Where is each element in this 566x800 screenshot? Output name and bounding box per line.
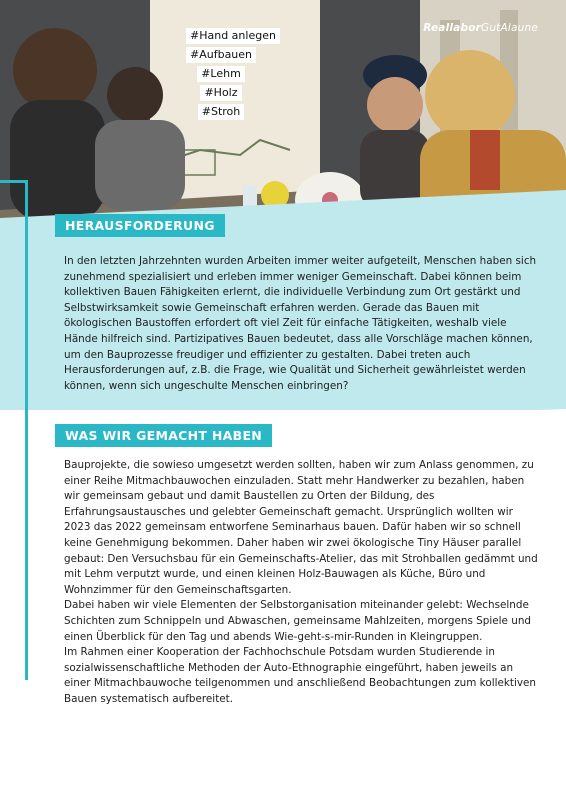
paragraph: Dabei haben wir viele Elementen der Selbstorganisation miteinander gelebt: Wechselnde Schichten zum Schnippeln und Abwaschen, gemeinsame Mahlzeiten, morgens Spiele und einen Überblick für den Tag und abends Wie-geht-s-mir-Runden in Kleingruppen. xyxy=(64,599,532,643)
hashtag: #Lehm xyxy=(197,66,245,82)
section-title-herausforderung: HERAUSFORDERUNG xyxy=(55,214,225,237)
section-body-herausforderung xyxy=(64,254,540,394)
paragraph: Im Rahmen einer Kooperation der Fachhochschule Potsdam wurden Studierende in sozialwissenschaftliche Methoden der Auto-Ethnographie eingeführt, haben jeweils an einer Mitmachbauwoche teilgenommen und anschließend Beobachtungen zum kollektiven Bauen systematisch aufbereitet. xyxy=(64,646,536,705)
section-body-was-wir-gemacht-haben xyxy=(64,458,540,708)
section-title-was-wir-gemacht-haben: WAS WIR GEMACHT HABEN xyxy=(55,424,272,447)
hashtag: #Stroh xyxy=(198,104,245,120)
hashtag-list xyxy=(186,28,276,123)
hashtag: #Holz xyxy=(200,85,241,101)
accent-line-left xyxy=(25,180,28,680)
accent-line-top xyxy=(0,180,28,183)
paragraph: In den letzten Jahrzehnten wurden Arbeiten immer weiter aufgeteilt, Menschen haben sich zunehmend spezialisiert und erleben immer weniger Gemeinschaft. Dabei können beim kollektiven Bauen Fähigkeiten erlernt, die individuelle Verbindung zum Ort gestärkt und Selbstwirksamkeit sowie Gemeinschaft erfahren werden. Gerade das Bauen mit ökologischen Baustoffen erfordert oft viel Zeit für einfache Tätigkeiten, weshalb viele Hände hilfreich sind. Partizipatives Bauen bedeutet, dass alle Vorschläge machen können, um den Bauprozesse freudiger und effizienter zu gestalten. Dabei treten auch Herausforderungen auf, z.B. die Frage, wie Qualität und Sicherheit gewährleistet werden können, wenn sich ungeschulte Menschen einbringen? xyxy=(64,255,537,392)
paragraph: Bauprojekte, die sowieso umgesetzt werden sollten, haben wir zum Anlass genommen, zu einer Reihe Mitmachbauwochen einzuladen. Statt mehr Handwerker zu bezahlen, haben wir gemeinsam gebaut und damit Baustellen zu Orten der Bildung, des Erfahrungsaustausches und gelebter Gemeinschaft gemacht. Ursprünglich wollten wir 2023 das 2022 gemeinsam entworfene Seminarhaus bauen. Dafür haben wir so schnell keine Genehmigung bekommen. Daher haben wir zwei ökologische Tiny Häuser parallel gebaut: Den Versuchsbau für ein Gemeinschafts-Atelier, das mit Strohballen gedämmt und mit Lehm verputzt wurde, und einen kleinen Holz-Bauwagen als Küche, Büro und Wohnzimmer für den Gemeinschaftsgarten. xyxy=(64,459,538,596)
brand-rest: GutAlaune xyxy=(480,22,538,34)
brand-bold: Reallabor xyxy=(423,22,481,34)
hashtag: #Aufbauen xyxy=(186,47,256,63)
brand-logo xyxy=(423,22,538,34)
hashtag: #Hand anlegen xyxy=(186,28,280,44)
